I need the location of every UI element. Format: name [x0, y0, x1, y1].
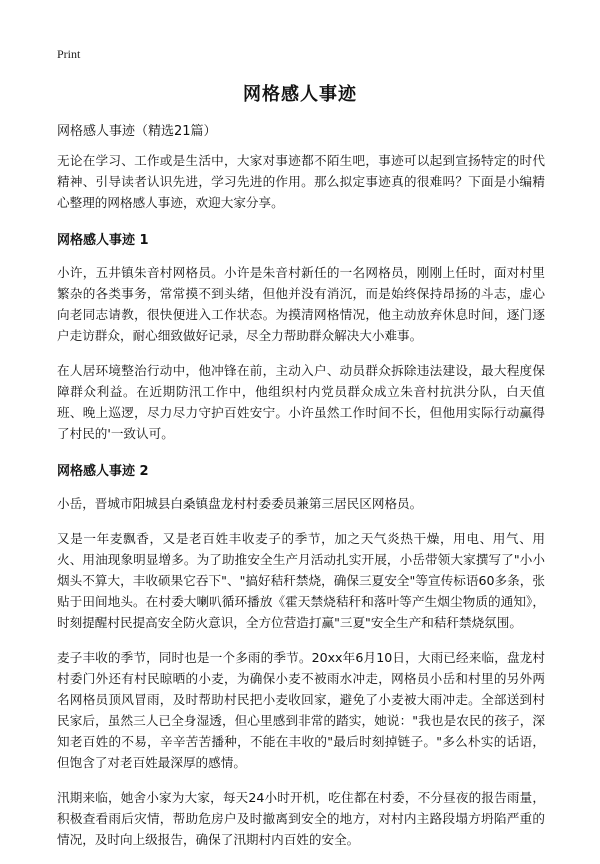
article-body — [57, 150, 545, 864]
paragraph: 汛期来临，她舍小家为大家，每天24小时开机，吃住都在村委，不分昼夜的报告雨量，积极查看雨后灾情，帮助危房户及时撤离到安全的地方，对村内主路段塌方坍陷严重的情况，及时向上级报告，确保了汛期村内百姓的安全。 — [57, 790, 545, 847]
intro-paragraph: 无论在学习、工作或是生活中，大家对事迹都不陌生吧，事迹可以起到宣扬特定的时代精神、引导读者认识先进，学习先进的作用。那么拟定事迹真的很难吗？下面是小编精心整理的网格感人事迹，欢迎大家分享。 — [57, 153, 545, 210]
paragraph: 在人居环境整治行动中，他冲锋在前，主动入户、动员群众拆除违法建设，最大程度保障群众利益。在近期防汛工作中，他组织村内党员群众成立朱音村抗洪分队，白天值班、晚上巡逻，尽力尽力守护百姓安宁。小许虽然工作时间不长，但他用实际行动赢得了村民的'一致认可。 — [57, 363, 545, 441]
paragraph: 小许，五井镇朱音村网格员。小许是朱音村新任的一名网格员，刚刚上任时，面对村里繁杂的各类事务，常常摸不到头绪，但他并没有消沉，而是始终保持昂扬的斗志，虚心向老同志请教，很快便进入工作状态。为摸清网格情况，他主动放弃休息时间，逐门逐户走访群众，耐心细致做好记录，尽全力帮助群众解决大小难事。 — [57, 265, 545, 343]
paragraph: 又是一年麦飘香，又是老百姓丰收麦子的季节，加之天气炎热干燥，用电、用气、用火、用油现象明显增多。为了助推安全生产月活动扎实开展，小岳带领大家撰写了"小小烟头不算大，丰收硕果它吞下"、"搞好秸秆禁烧，确保三夏安全"等宣传标语60多条，张贴于田间地头。在村委大喇叭循环播放《霍天禁烧秸秆和落叶等产生烟尘物质的通知》，时刻提醒村民提高安全防火意识，全方位营造打赢"三夏"安全生产和秸秆禁烧氛围。 — [57, 531, 545, 630]
section-heading: 网格感人事迹 2 — [57, 464, 149, 479]
section-1 — [57, 229, 545, 444]
paragraph: 小岳，晋城市阳城县白桑镇盘龙村村委委员兼第三居民区网格员。 — [57, 496, 423, 511]
section-heading: 网格感人事迹 1 — [57, 233, 149, 248]
print-link[interactable]: Print — [57, 47, 81, 61]
page-title: 网格感人事迹 — [243, 84, 357, 105]
paragraph: 麦子丰收的季节，同时也是一个多雨的季节。20xx年6月10日，大雨已经来临，盘龙村村委门外还有村民晾晒的小麦，为确保小麦不被雨水冲走，网格员小岳和村里的另外两名网格员顶风冒雨，及时帮助村民把小麦收回家，避免了小麦被大雨冲走。全部送到村民家后，虽然三人已全身湿透，但心里感到非常的踏实，她说："我也是农民的孩子，深知老百姓的不易，辛辛苦苦播种，不能在丰收的"最后时刻掉链子。"多么朴实的话语，但饱含了对老百姓最深厚的感情。 — [57, 650, 545, 770]
section-2 — [57, 460, 545, 850]
document-subtitle: 网格感人事迹（精选21篇） — [57, 124, 217, 139]
